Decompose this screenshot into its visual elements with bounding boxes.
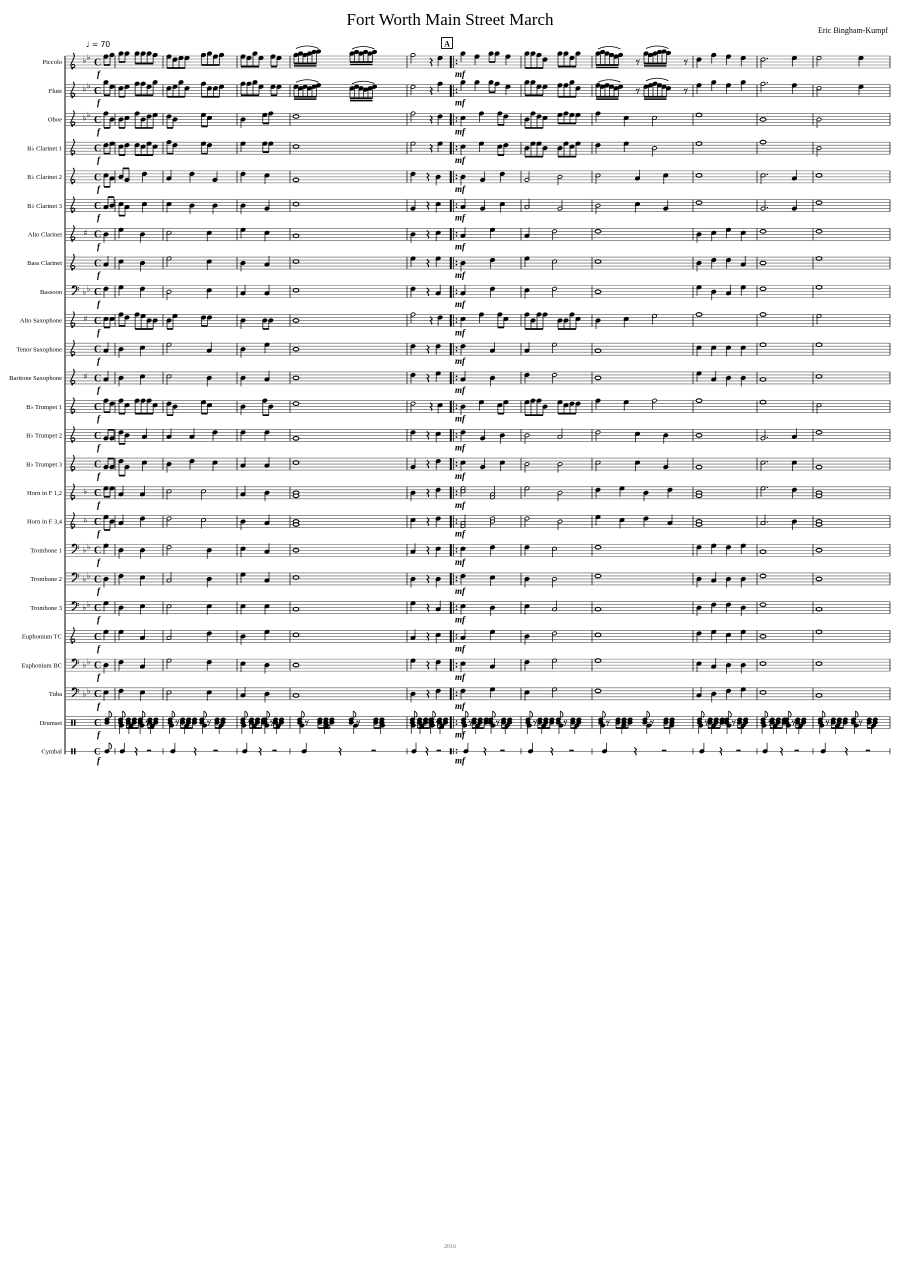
key-signature [84, 516, 88, 525]
instrument-label: Drumset [39, 719, 62, 727]
dynamic-f: f [97, 298, 100, 309]
piece-title: Fort Worth Main Street March [346, 10, 554, 29]
dynamic-mf: mf [455, 471, 465, 482]
key-signature [84, 314, 88, 323]
staff-row-trombone-1 [30, 543, 890, 568]
instrument-label: Oboe [47, 116, 62, 124]
instrument-label: Cymbal [41, 748, 62, 756]
dynamic-mf: mf [455, 643, 465, 654]
notes [104, 743, 870, 756]
staff-row-horn-in-f-1-2 [27, 484, 890, 510]
svg-text:♭: ♭ [86, 600, 91, 610]
instrument-label: Tuba [48, 691, 62, 699]
svg-text:♭: ♭ [86, 686, 91, 696]
instrument-label: B♭ Trumpet 1 [26, 403, 62, 411]
dynamic-f: f [97, 69, 100, 79]
dynamic-f: f [97, 183, 100, 194]
bass-clef-icon [72, 573, 79, 582]
staff-row-b-clarinet-3 [27, 197, 890, 223]
svg-text:♭: ♭ [86, 284, 91, 294]
dynamic-mf: mf [455, 614, 465, 625]
svg-text:♭: ♭ [82, 603, 87, 613]
staff-lines [65, 516, 890, 528]
staff-row-alto-clarinet [28, 225, 890, 251]
treble-clef-icon [71, 369, 75, 386]
staff-row-baritone-saxophone [9, 369, 890, 395]
staff-lines [65, 659, 890, 671]
instrument-label: Trombone 3 [30, 604, 62, 612]
dynamic-mf: mf [455, 384, 465, 395]
dynamic-f: f [97, 672, 100, 683]
instrument-label: Alto Clarinet [27, 231, 62, 239]
svg-text:♭: ♭ [86, 53, 91, 62]
instrument-label: Euphonium TC [21, 633, 62, 641]
svg-text:A: A [444, 39, 450, 49]
dynamic-mf: mf [455, 155, 465, 166]
staff-lines [65, 171, 890, 183]
time-signature: C [94, 402, 102, 414]
svg-text:♭: ♭ [82, 56, 87, 65]
dynamic-f: f [97, 442, 100, 453]
composer-credit: Eric Bingham-Kumpf [818, 26, 888, 35]
time-signature: C [94, 488, 102, 500]
staff-row-euphonium-tc [22, 627, 890, 653]
dynamic-f: f [97, 126, 100, 137]
time-signature: C [94, 373, 102, 385]
dynamic-f: f [97, 212, 100, 223]
instrument-label: Euphonium BC [21, 662, 62, 670]
time-signature: C [94, 57, 102, 69]
staff-row-trombone-3 [30, 600, 890, 625]
time-signature: C [94, 516, 102, 528]
rehearsal-mark [442, 38, 453, 49]
time-signature: C [94, 172, 102, 184]
staff-lines [65, 142, 890, 154]
dynamic-mf: mf [455, 69, 465, 79]
dynamic-f: f [97, 356, 100, 367]
dynamic-mf: mf [455, 672, 465, 683]
dynamic-f: f [97, 241, 100, 252]
time-signature: C [94, 143, 102, 155]
dynamic-f: f [97, 155, 100, 166]
key-signature [84, 487, 88, 496]
notes [104, 711, 877, 734]
dynamic-mf: mf [455, 499, 465, 510]
svg-text:♭: ♭ [82, 113, 87, 123]
instrument-label: B♭ Trumpet 3 [26, 461, 62, 469]
instrument-label: B♭ Clarinet 1 [27, 145, 62, 153]
staff-row-oboe [48, 110, 890, 136]
time-signature: C [94, 344, 102, 356]
dynamic-f: f [97, 700, 100, 711]
dynamic-mf: mf [455, 126, 465, 137]
svg-text:♭: ♭ [82, 689, 87, 699]
staff-lines [65, 429, 890, 441]
bass-clef-icon [72, 688, 79, 697]
staff-lines [65, 573, 890, 585]
svg-text:♭: ♭ [83, 486, 88, 496]
dynamic-f: f [97, 557, 100, 568]
key-signature [83, 53, 91, 65]
treble-clef-icon [71, 139, 75, 156]
staff-lines [65, 602, 890, 614]
staff-lines [65, 544, 890, 556]
notes [103, 78, 863, 100]
treble-clef-icon [71, 254, 75, 271]
dynamic-f: f [97, 585, 100, 596]
svg-text:♭: ♭ [82, 545, 87, 555]
svg-text:♭: ♭ [86, 542, 91, 552]
time-signature: C [94, 689, 102, 701]
time-signature: C [94, 603, 102, 615]
svg-text:♭: ♭ [86, 657, 91, 667]
treble-clef-icon [71, 513, 75, 530]
system-annotations [86, 38, 453, 50]
time-signature: C [94, 631, 102, 643]
dynamic-mf: mf [455, 241, 465, 252]
dynamic-f: f [97, 270, 100, 281]
treble-clef-icon [71, 340, 75, 357]
time-signature: C [94, 315, 102, 327]
treble-clef-icon [71, 225, 75, 242]
dynamic-mf: mf [455, 413, 465, 424]
key-signature [83, 82, 91, 94]
bass-clef-icon [72, 286, 79, 295]
staff-row-horn-in-f-3-4 [27, 513, 890, 539]
time-signature: C [94, 746, 101, 757]
instrument-label: Baritone Saxophone [9, 375, 62, 383]
svg-text:♭: ♭ [82, 574, 87, 584]
svg-text:♭: ♭ [82, 287, 87, 297]
instrument-label: Horn in F 3,4 [26, 518, 62, 526]
treble-clef-icon [71, 311, 75, 328]
staff-row-euphonium-bc [21, 658, 890, 683]
dynamic-f: f [97, 528, 100, 539]
svg-text:♭: ♭ [82, 660, 87, 670]
treble-clef-icon [71, 53, 75, 70]
dynamic-f: f [97, 729, 100, 740]
svg-text:♯: ♯ [83, 228, 88, 238]
bass-clef-icon [72, 544, 79, 553]
svg-text:♭: ♭ [83, 515, 88, 525]
staff-row-bassoon [40, 284, 890, 309]
time-signature: C [94, 201, 102, 212]
dynamic-mf: mf [455, 212, 465, 223]
time-signature: C [94, 459, 102, 471]
staff-row-b-clarinet-1 [27, 139, 890, 165]
treble-clef-icon [71, 82, 75, 99]
time-signature: C [94, 660, 102, 672]
staff-lines [65, 228, 890, 240]
dynamic-f: f [97, 97, 100, 108]
staff-row-alto-saxophone [20, 311, 890, 337]
staff-lines [65, 286, 890, 298]
instrument-label: Trombone 2 [30, 576, 62, 584]
staff-row-b-clarinet-2 [27, 168, 890, 194]
staff-row-flute [49, 78, 890, 108]
time-signature: C [94, 574, 102, 586]
staff-row-b-trumpet-3 [26, 455, 890, 481]
page-number: 2016 [444, 1244, 456, 1250]
dynamic-mf: mf [455, 700, 465, 711]
instrument-label: Trombone 1 [30, 547, 62, 555]
dynamic-mf: mf [455, 183, 465, 194]
treble-clef-icon [71, 168, 75, 185]
dynamic-mf: mf [455, 755, 465, 766]
staff-row-b-trumpet-1 [26, 398, 890, 424]
dynamic-mf: mf [455, 298, 465, 309]
treble-clef-icon [71, 627, 75, 644]
treble-clef-icon [71, 484, 75, 501]
staff-lines [65, 314, 890, 326]
dynamic-f: f [97, 327, 100, 338]
dynamic-mf: mf [455, 729, 465, 740]
staff-row-tenor-saxophone [16, 340, 890, 366]
staff-row-b-trumpet-2 [26, 426, 890, 452]
staff-row-bass-clarinet [27, 254, 890, 280]
treble-clef-icon [71, 426, 75, 443]
svg-text:♭: ♭ [86, 571, 91, 581]
dynamic-mf: mf [455, 356, 465, 367]
staff-row-drumset [40, 711, 890, 740]
dynamic-f: f [97, 413, 100, 424]
instrument-label: Bassoon [39, 288, 62, 296]
key-signature [84, 228, 88, 237]
time-signature: C [94, 229, 102, 241]
staff-lines [65, 200, 890, 212]
bass-clef-icon [72, 659, 79, 668]
time-signature: C [94, 114, 102, 126]
dynamic-mf: mf [455, 97, 465, 108]
dynamic-mf: mf [455, 557, 465, 568]
dynamic-mf: mf [455, 528, 465, 539]
instrument-label: Bass Clarinet [27, 260, 62, 268]
staff-row-trombone-2 [30, 571, 890, 596]
instrument-label: B♭ Clarinet 3 [27, 202, 62, 210]
time-signature: C [94, 717, 102, 729]
svg-text:♩ = 70: ♩ = 70 [86, 40, 111, 49]
svg-text:♭: ♭ [82, 84, 87, 94]
instrument-label: Alto Saxophone [19, 317, 62, 325]
dynamic-f: f [97, 643, 100, 654]
time-signature: C [94, 430, 102, 442]
time-signature: C [94, 86, 102, 98]
instrument-label: B♭ Trumpet 2 [26, 432, 62, 440]
treble-clef-icon [71, 455, 75, 472]
dynamic-mf: mf [455, 270, 465, 281]
instrument-label: B♭ Clarinet 2 [27, 174, 62, 182]
time-signature: C [94, 545, 102, 557]
svg-text:♭: ♭ [86, 110, 91, 120]
dynamic-f: f [97, 471, 100, 482]
dynamic-mf: mf [455, 585, 465, 596]
svg-text:♯: ♯ [83, 371, 88, 381]
instrument-label: Flute [48, 87, 62, 95]
dynamic-mf: mf [455, 327, 465, 338]
staff-row-cymbal [41, 743, 890, 766]
staff-lines [65, 487, 890, 499]
staff-lines [65, 458, 890, 470]
treble-clef-icon [71, 398, 75, 415]
bass-clef-icon [72, 602, 79, 611]
staff-row-piccolo [43, 46, 891, 79]
dynamic-f: f [97, 384, 100, 395]
dynamic-f: f [97, 614, 100, 625]
svg-text:♭: ♭ [86, 81, 91, 91]
instrument-label: Piccolo [42, 59, 62, 67]
dynamic-f: f [97, 499, 100, 510]
key-signature [84, 372, 88, 381]
dynamic-f: f [97, 755, 100, 766]
treble-clef-icon [71, 197, 75, 214]
staff-lines [65, 688, 890, 700]
instrument-label: Horn in F 1,2 [26, 490, 62, 497]
instrument-label: Tenor Saxophone [16, 346, 62, 354]
staff-lines [65, 372, 890, 384]
staff-row-tuba [49, 686, 890, 711]
time-signature: C [94, 258, 102, 270]
time-signature: C [94, 287, 102, 299]
treble-clef-icon [71, 110, 75, 127]
key-signature [83, 110, 91, 122]
dynamic-mf: mf [455, 442, 465, 453]
svg-text:♯: ♯ [83, 314, 88, 324]
